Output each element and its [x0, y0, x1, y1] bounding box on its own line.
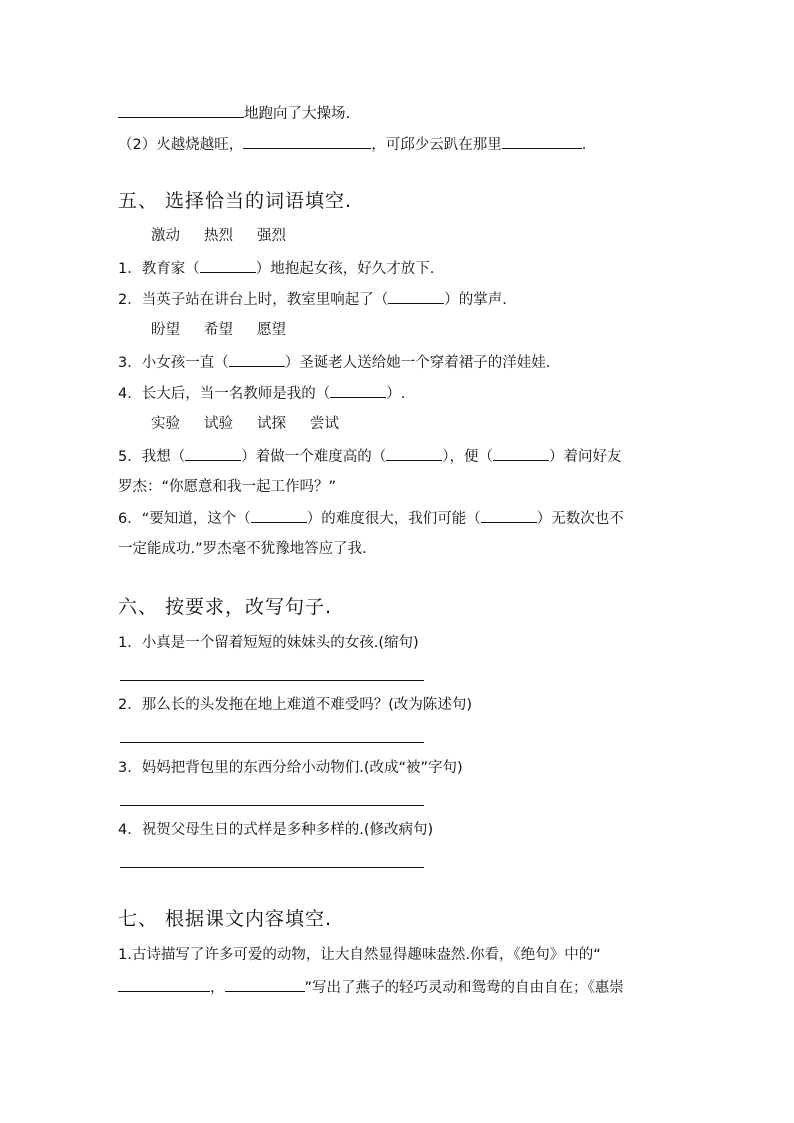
section6-question-1: 1．小真是一个留着短短的妹妹头的女孩.(缩句)	[118, 635, 419, 651]
section5-question-5-line2: 罗杰：“你愿意和我一起工作吗？”	[118, 479, 337, 495]
section5-question-6-line2: 一定能成功.”罗杰毫不犹豫地答应了我.	[118, 541, 367, 557]
q4-text-a: 4．长大后，当一名教师是我的（	[118, 386, 331, 402]
q6-text-b: ）的难度很大，我们可能（	[306, 511, 481, 527]
section5-question-6	[118, 508, 624, 529]
section6-question-3: 3．妈妈把背包里的东西分给小动物们.(改成“被”字句)	[118, 760, 463, 776]
section5-question-4	[118, 383, 405, 404]
q7-line2-tail: ”写出了燕子的轻巧灵动和鸳鸯的自由自在；《惠崇	[304, 980, 624, 996]
blank-line[interactable]	[118, 977, 210, 992]
blank-line[interactable]	[386, 446, 442, 461]
q5-text-d: ）着问好友	[548, 449, 622, 465]
q7-comma: ，	[210, 980, 225, 996]
word-group-1	[151, 226, 310, 246]
word-group-2	[151, 320, 310, 340]
q3-text-a: 3．小女孩一直（	[118, 355, 229, 371]
section4-item2-end: .	[581, 137, 587, 153]
word-option: 希望	[204, 322, 233, 338]
word-group-3	[151, 414, 363, 434]
section6-question-2: 2．那么长的头发拖在地上难道不难受吗？(改为陈述句)	[118, 697, 473, 713]
q2-text-b: ）的掌声.	[444, 292, 507, 308]
word-option: 试验	[204, 416, 233, 432]
answer-line[interactable]	[120, 867, 424, 868]
word-option: 愿望	[257, 322, 286, 338]
section5-question-2	[118, 289, 507, 310]
blank-line[interactable]	[502, 134, 582, 149]
q5-text-a: 5．我想（	[118, 449, 186, 465]
blank-line[interactable]	[243, 134, 371, 149]
section4-item2-number: （2）	[118, 137, 157, 153]
section4-item2-text-a: 火越烧越旺，	[156, 137, 244, 153]
word-option: 尝试	[310, 416, 339, 432]
blank-line[interactable]	[330, 383, 386, 398]
blank-line[interactable]	[388, 289, 444, 304]
section7-heading: 七、 根据课文内容填空.	[118, 908, 333, 930]
word-option: 盼望	[151, 322, 180, 338]
section4-item2-text-b: ，可邱少云趴在那里	[371, 137, 502, 153]
q6-text-a: 6．“要知道，这个（	[118, 511, 251, 527]
section5-question-5	[118, 446, 621, 467]
blank-line[interactable]	[229, 352, 285, 367]
q1-text-a: 1．教育家（	[118, 261, 200, 277]
word-option: 热烈	[204, 228, 233, 244]
section4-item1-line	[118, 103, 350, 124]
word-option: 激动	[151, 228, 180, 244]
section7-question-1-line1: 1.古诗描写了许多可爱的动物，让大自然显得趣味盎然.你看，《绝句》中的“	[118, 947, 601, 963]
q6-text-c: ）无数次也不	[536, 511, 624, 527]
blank-line[interactable]	[118, 103, 244, 118]
blank-line[interactable]	[493, 446, 549, 461]
word-option: 实验	[151, 416, 180, 432]
word-option: 强烈	[257, 228, 286, 244]
q1-text-b: ）地抱起女孩，好久才放下.	[255, 261, 435, 277]
answer-line[interactable]	[120, 742, 424, 743]
section5-question-3	[118, 352, 550, 373]
q4-text-b: ）.	[386, 386, 406, 402]
q2-text-a: 2．当英子站在讲台上时，教室里响起了（	[118, 292, 389, 308]
section6-heading: 六、 按要求，改写句子.	[118, 596, 333, 618]
word-option: 试探	[257, 416, 286, 432]
section6-question-4: 4．祝贺父母生日的式样是多种多样的.(修改病句)	[118, 822, 434, 838]
blank-line[interactable]	[225, 977, 305, 992]
section7-question-1-line2	[118, 977, 624, 998]
answer-line[interactable]	[120, 805, 424, 806]
section5-question-1	[118, 258, 434, 279]
q5-text-b: ）着做一个难度高的（	[241, 449, 387, 465]
answer-line[interactable]	[120, 680, 424, 681]
blank-line[interactable]	[481, 508, 537, 523]
section5-heading: 五、 选择恰当的词语填空.	[118, 190, 353, 212]
q3-text-b: ）圣诞老人送给她一个穿着裙子的洋娃娃.	[284, 355, 551, 371]
section4-item2-line	[118, 134, 586, 155]
q5-text-c: ），便（	[442, 449, 493, 465]
blank-line[interactable]	[200, 258, 256, 273]
section4-item1-tail: 地跑向了大操场.	[244, 106, 351, 122]
blank-line[interactable]	[185, 446, 241, 461]
blank-line[interactable]	[251, 508, 307, 523]
